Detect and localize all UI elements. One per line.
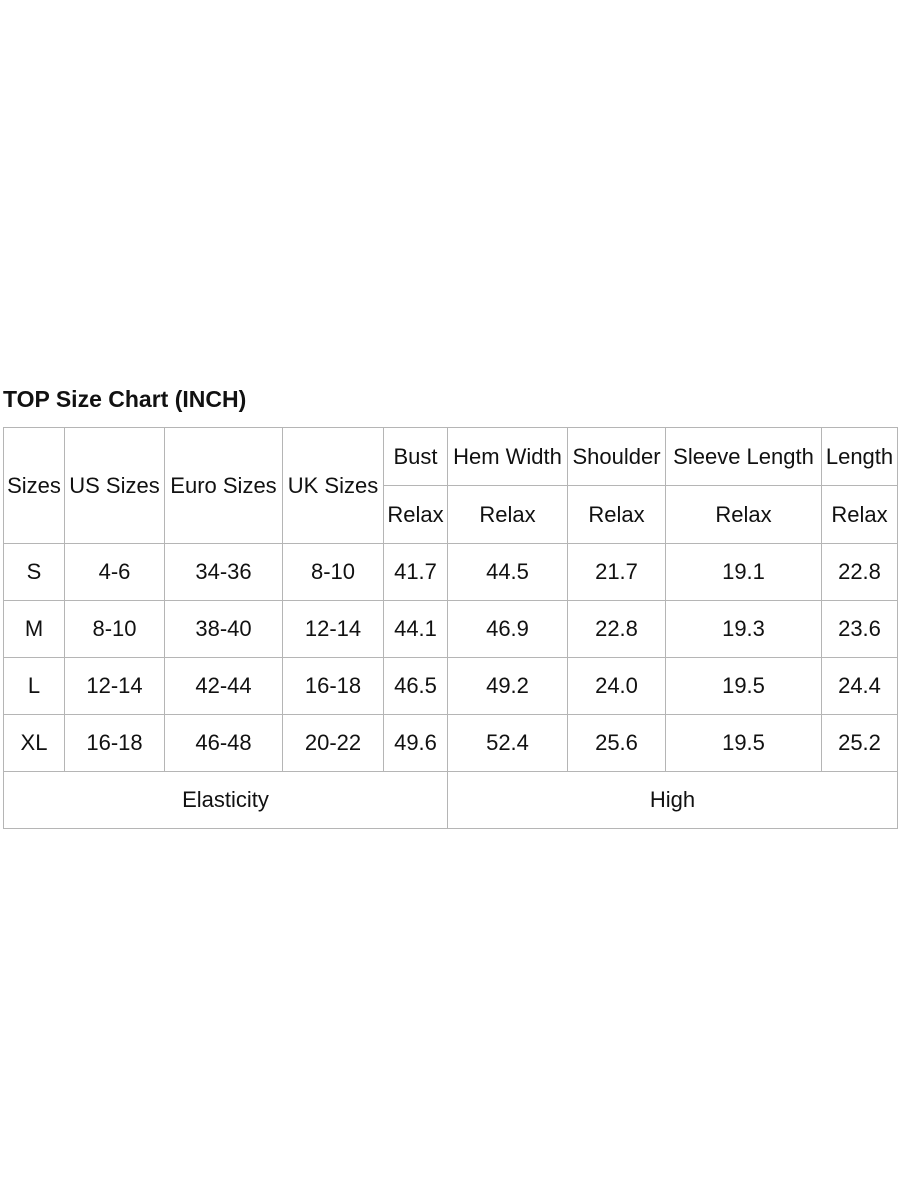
table-cell: 8-10: [283, 544, 384, 601]
table-cell: 44.1: [384, 601, 448, 658]
table-cell: 41.7: [384, 544, 448, 601]
header-cell-euro-sizes: Euro Sizes: [165, 428, 283, 544]
elasticity-row: [4, 772, 898, 829]
table-cell: 4-6: [65, 544, 165, 601]
table-cell: 20-22: [283, 715, 384, 772]
header-cell-us-sizes: US Sizes: [65, 428, 165, 544]
table-cell: 19.3: [666, 601, 822, 658]
table-cell: 46.9: [448, 601, 568, 658]
size-chart-table: [3, 427, 898, 829]
table-cell: S: [4, 544, 65, 601]
table-cell: 38-40: [165, 601, 283, 658]
table-cell: 19.5: [666, 715, 822, 772]
table-row: [4, 715, 898, 772]
table-cell: M: [4, 601, 65, 658]
chart-title: TOP Size Chart (INCH): [3, 386, 247, 412]
table-cell: 16-18: [65, 715, 165, 772]
subheader-cell-sleeve-length-fit: Relax: [666, 486, 822, 544]
subheader-cell-length-fit: Relax: [822, 486, 898, 544]
elasticity-label: Elasticity: [4, 772, 448, 829]
header-row: [4, 428, 898, 486]
subheader-cell-shoulder-fit: Relax: [568, 486, 666, 544]
table-row: [4, 601, 898, 658]
table-cell: 24.0: [568, 658, 666, 715]
header-cell-sleeve-length: Sleeve Length: [666, 428, 822, 486]
subheader-cell-bust-fit: Relax: [384, 486, 448, 544]
table-cell: 46-48: [165, 715, 283, 772]
table-cell: 25.2: [822, 715, 898, 772]
table-cell: 34-36: [165, 544, 283, 601]
table-cell: L: [4, 658, 65, 715]
table-row: [4, 544, 898, 601]
table-cell: 24.4: [822, 658, 898, 715]
table-cell: 42-44: [165, 658, 283, 715]
table-cell: 25.6: [568, 715, 666, 772]
header-cell-uk-sizes: UK Sizes: [283, 428, 384, 544]
table-cell: 16-18: [283, 658, 384, 715]
header-cell-sizes: Sizes: [4, 428, 65, 544]
table-cell: 12-14: [65, 658, 165, 715]
table-cell: 8-10: [65, 601, 165, 658]
table-cell: 49.2: [448, 658, 568, 715]
table-cell: 23.6: [822, 601, 898, 658]
header-cell-length: Length: [822, 428, 898, 486]
table-cell: 12-14: [283, 601, 384, 658]
table-cell: 49.6: [384, 715, 448, 772]
elasticity-value: High: [448, 772, 898, 829]
table-cell: 22.8: [822, 544, 898, 601]
table-cell: 52.4: [448, 715, 568, 772]
table-cell: XL: [4, 715, 65, 772]
header-cell-shoulder: Shoulder: [568, 428, 666, 486]
header-cell-bust: Bust: [384, 428, 448, 486]
table-cell: 22.8: [568, 601, 666, 658]
table-row: [4, 658, 898, 715]
table-cell: 21.7: [568, 544, 666, 601]
table-cell: 44.5: [448, 544, 568, 601]
table-cell: 46.5: [384, 658, 448, 715]
subheader-cell-hem-width-fit: Relax: [448, 486, 568, 544]
table-cell: 19.1: [666, 544, 822, 601]
header-cell-hem-width: Hem Width: [448, 428, 568, 486]
table-cell: 19.5: [666, 658, 822, 715]
